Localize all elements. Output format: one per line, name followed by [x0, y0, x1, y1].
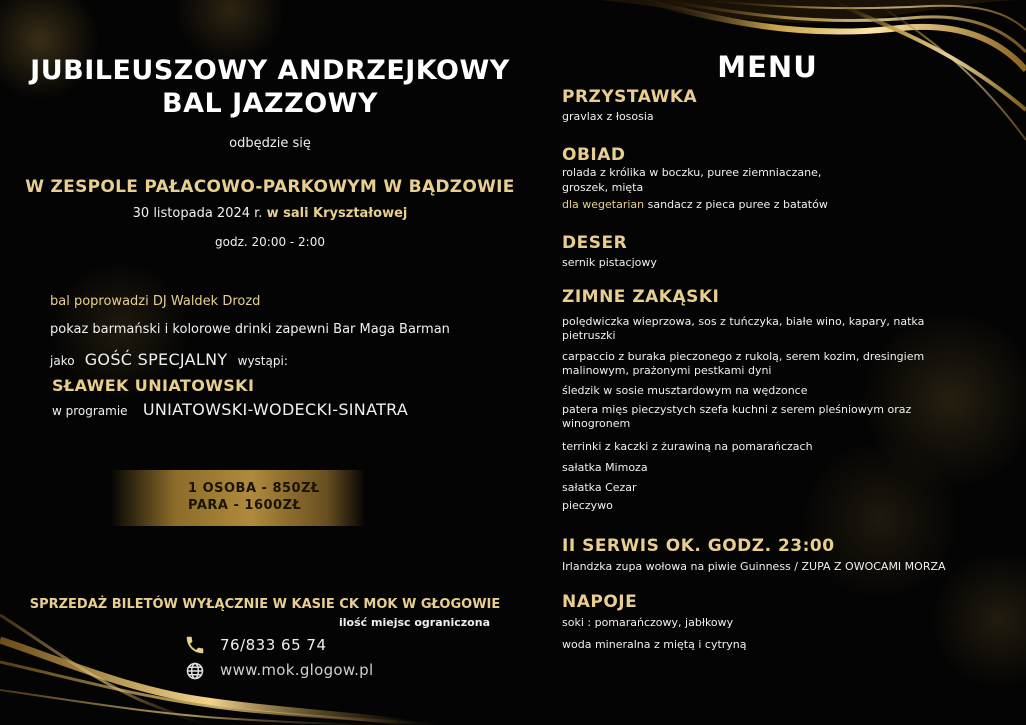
- second-service-heading: II SERWIS OK. GODZ. 23:00: [562, 536, 835, 556]
- subtitle: odbędzie się: [229, 136, 311, 151]
- guest-suffix: wystąpi:: [237, 354, 288, 368]
- phone-number[interactable]: 76/833 65 74: [220, 636, 327, 654]
- event-hours: godz. 20:00 - 2:00: [215, 235, 325, 249]
- starter-heading: PRZYSTAWKA: [562, 87, 698, 107]
- main-item-line-1: rolada z królika w boczku, puree ziemniaczane,: [562, 166, 822, 179]
- cold-item-2a: carpaccio z buraka pieczonego z rukolą, serem kozim, dresingiem: [562, 350, 925, 363]
- main-item-line-2: groszek, mięta: [562, 181, 644, 194]
- title-line-2: BAL JAZZOWY: [162, 88, 378, 119]
- dessert-item: sernik pistacjowy: [562, 256, 657, 269]
- cold-heading: ZIMNE ZAKĄSKI: [562, 287, 720, 307]
- cold-item-1a: polędwiczka wieprzowa, sos z tuńczyka, białe wino, kapary, natka: [562, 315, 925, 328]
- ticket-sales-info: SPRZEDAŻ BILETÓW WYŁĄCZNIE W KASIE CK MOK W GŁOGOWIE: [29, 597, 501, 612]
- second-service-item: Irlandzka zupa wołowa na piwie Guinness / ZUPA Z OWOCAMI MORZA: [562, 560, 946, 573]
- program-line: [52, 400, 408, 419]
- cold-item-3: śledzik w sosie musztardowym na wędzonce: [562, 384, 808, 397]
- event-room: w sali Kryształowej: [266, 206, 408, 221]
- globe-icon: [185, 661, 207, 683]
- price-pair: PARA - 1600ZŁ: [188, 498, 302, 513]
- event-title: [20, 54, 520, 120]
- vegetarian-label: dla wegetarian: [562, 198, 645, 211]
- cold-item-8: pieczywo: [562, 499, 613, 512]
- vegetarian-item: sandacz z pieca puree z batatów: [647, 198, 828, 211]
- price-box: [112, 470, 364, 526]
- drinks-item-1: soki : pomarańczowy, jabłkowy: [562, 616, 734, 629]
- cold-item-1b: pietruszki: [562, 329, 616, 342]
- main-heading: OBIAD: [562, 145, 626, 165]
- dessert-heading: DESER: [562, 233, 628, 253]
- cold-item-6: sałatka Mimoza: [562, 461, 648, 474]
- program-prefix: w programie: [52, 404, 128, 418]
- vegetarian-line: [562, 197, 828, 212]
- guest-label: GOŚĆ SPECJALNY: [84, 350, 228, 369]
- cold-item-4b: winogronem: [562, 417, 631, 430]
- price-single: 1 OSOBA - 850ZŁ: [188, 481, 320, 496]
- program-name: UNIATOWSKI-WODECKI-SINATRA: [142, 400, 409, 419]
- artist-name: SŁAWEK UNIATOWSKI: [52, 376, 255, 395]
- dj-info: bal poprowadzi DJ Waldek Drozd: [50, 294, 261, 309]
- special-guest-line: [50, 350, 288, 369]
- date-line: [20, 206, 520, 221]
- phone-icon: [184, 634, 206, 656]
- cold-item-5: terrinki z kaczki z żurawiną na pomarańczach: [562, 440, 813, 453]
- starter-item: gravlax z łososia: [562, 110, 654, 123]
- menu-title: MENU: [717, 50, 818, 84]
- event-date: 30 listopada 2024 r.: [132, 206, 263, 221]
- title-line-1: JUBILEUSZOWY ANDRZEJKOWY: [30, 55, 510, 86]
- drinks-heading: NAPOJE: [562, 592, 638, 612]
- cold-item-2b: malinowym, prażonymi pestkami dyni: [562, 364, 772, 377]
- guest-prefix: jako: [50, 354, 75, 368]
- website-link[interactable]: www.mok.glogow.pl: [220, 661, 374, 679]
- drinks-item-2: woda mineralna z miętą i cytryną: [562, 638, 747, 651]
- venue: W ZESPOLE PAŁACOWO-PARKOWYM W BĄDZOWIE: [25, 177, 515, 197]
- cold-item-7: sałatka Cezar: [562, 481, 637, 494]
- limited-seats-note: ilość miejsc ograniczona: [339, 616, 490, 629]
- bar-info: pokaz barmański i kolorowe drinki zapewni Bar Maga Barman: [50, 322, 450, 337]
- cold-item-4a: patera mięs pieczystych szefa kuchni z serem pleśniowym oraz: [562, 403, 912, 416]
